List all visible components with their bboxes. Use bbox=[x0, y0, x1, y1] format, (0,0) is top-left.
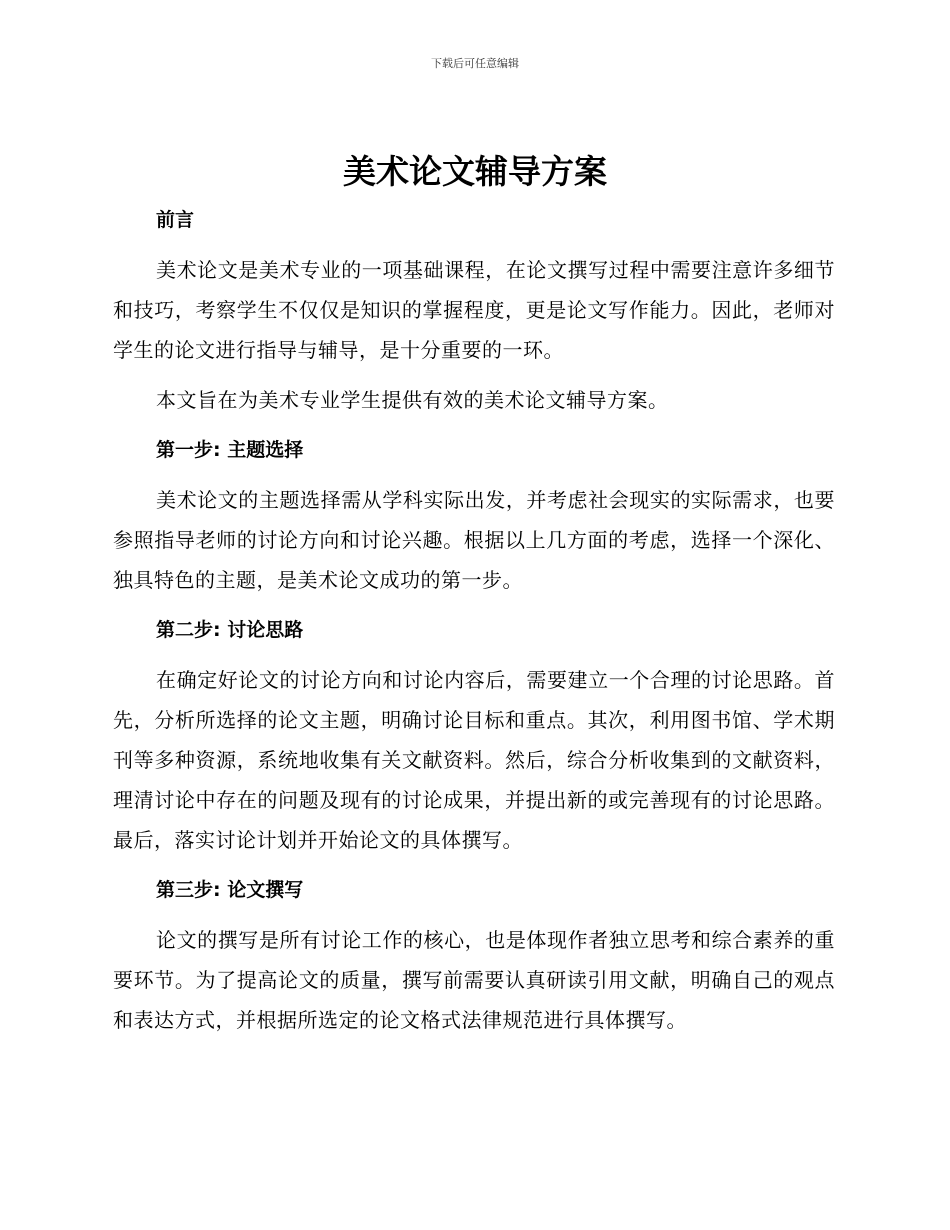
step3-paragraph: 论文的撰写是所有讨论工作的核心，也是体现作者独立思考和综合素养的重要环节。为了提高论文的质量，撰写前需要认真研读引用文献，明确自己的观点和表达方式，并根据所选定的论文格式法律规范进行具体撰写。 bbox=[113, 928, 835, 1032]
step1-paragraph: 美术论文的主题选择需从学科实际出发，并考虑社会现实的实际需求，也要参照指导老师的讨论方向和讨论兴趣。根据以上几方面的考虑，选择一个深化、独具特色的主题，是美术论文成功的第一步。 bbox=[113, 488, 835, 592]
preface-heading: 前言 bbox=[156, 209, 195, 231]
preface-paragraph-1: 美术论文是美术专业的一项基础课程，在论文撰写过程中需要注意许多细节和技巧，考察学生不仅仅是知识的掌握程度，更是论文写作能力。因此，老师对学生的论文进行指导与辅导，是十分重要的一环。 bbox=[113, 258, 835, 362]
header-note: 下载后可任意编辑 bbox=[431, 57, 519, 70]
step3-heading: 第三步: 论文撰写 bbox=[156, 879, 304, 901]
document-body bbox=[113, 200, 835, 1040]
step1-heading: 第一步: 主题选择 bbox=[156, 439, 304, 461]
step2-paragraph: 在确定好论文的讨论方向和讨论内容后，需要建立一个合理的讨论思路。首先，分析所选择的论文主题，明确讨论目标和重点。其次，利用图书馆、学术期刊等多种资源，系统地收集有关文献资料。然后，综合分析收集到的文献资料，理清讨论中存在的问题及现有的讨论成果，并提出新的或完善现有的讨论思路。最后，落实讨论计划并开始论文的具体撰写。 bbox=[113, 668, 835, 852]
preface-paragraph-2: 本文旨在为美术专业学生提供有效的美术论文辅导方案。 bbox=[156, 388, 669, 412]
document-title: 美术论文辅导方案 bbox=[343, 152, 607, 191]
step2-heading: 第二步: 讨论思路 bbox=[156, 619, 304, 641]
